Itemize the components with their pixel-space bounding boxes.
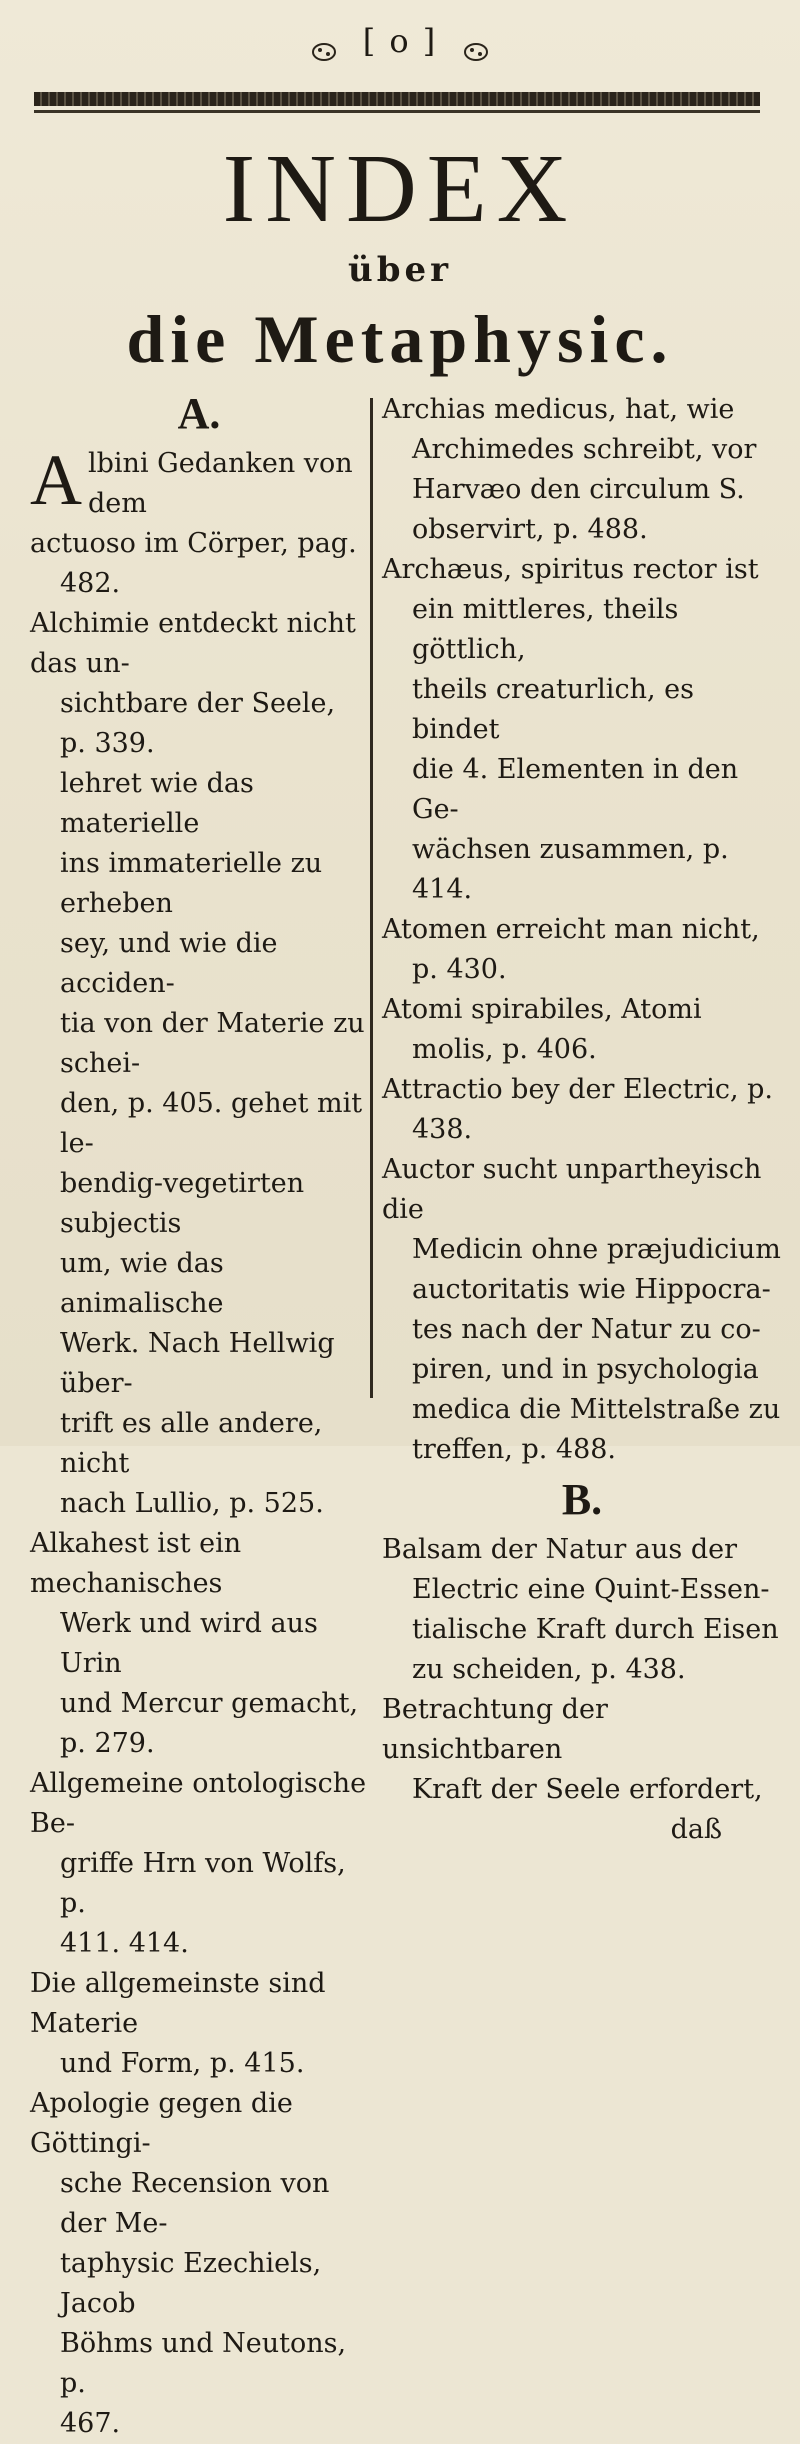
- thin-rule: [34, 110, 760, 113]
- index-line: Auctor sucht unpartheyisch die: [382, 1154, 762, 1225]
- index-line: den, p. 405. gehet mit le-: [60, 1088, 363, 1159]
- index-line: Atomi spirabiles, Atomi: [382, 994, 702, 1025]
- index-title: INDEX: [222, 135, 578, 243]
- index-line: zu scheiden, p. 438.: [412, 1654, 686, 1685]
- catchword: daß: [670, 1814, 722, 1845]
- index-line: griffe Hrn von Wolfs, p.: [60, 1848, 346, 1919]
- section-letter-a: A.: [177, 389, 221, 438]
- index-line: tialische Kraft durch Eisen: [412, 1614, 779, 1645]
- left-column: [30, 384, 368, 2444]
- index-line: piren, und in psychologia: [412, 1354, 759, 1385]
- index-line: sche Recension von der Me-: [60, 2168, 330, 2239]
- index-line: wächsen zusammen, p. 414.: [412, 834, 729, 905]
- index-line: auctoritatis wie Hippocra-: [412, 1274, 771, 1305]
- index-line: Werk und wird aus Urin: [60, 1608, 318, 1679]
- right-column: [382, 390, 782, 1850]
- index-line: 482.: [60, 568, 121, 599]
- index-line: actuoso im Cörper, pag.: [30, 528, 357, 559]
- dropcap: A: [30, 440, 82, 520]
- index-line: taphysic Ezechiels, Jacob: [60, 2248, 322, 2319]
- right-entries-a: [382, 390, 782, 1470]
- index-line: Alkahest ist ein mechanisches: [30, 1528, 242, 1599]
- right-ornament-icon: [463, 33, 489, 55]
- index-line: lehret wie das materielle: [60, 768, 254, 839]
- index-line: theils creaturlich, es bindet: [412, 674, 694, 745]
- index-line: Werk. Nach Hellwig über-: [60, 1328, 335, 1399]
- page-header: [0, 22, 800, 60]
- index-line: bendig-vegetirten subjectis: [60, 1168, 305, 1239]
- index-line: trift es alle andere, nicht: [60, 1408, 323, 1479]
- column-divider: [370, 398, 373, 1398]
- index-line: observirt, p. 488.: [412, 514, 648, 545]
- title-over: über: [347, 250, 453, 290]
- index-line: molis, p. 406.: [412, 1034, 597, 1065]
- index-line: ins immaterielle zu erheben: [60, 848, 323, 919]
- index-line: tes nach der Natur zu co-: [412, 1314, 761, 1345]
- index-line: die 4. Elementen in den Ge-: [412, 754, 739, 825]
- index-line: Betrachtung der unsichtbaren: [382, 1694, 608, 1765]
- index-line: Allgemeine ontologische Be-: [30, 1768, 367, 1839]
- index-line: Archias medicus, hat, wie: [382, 394, 735, 425]
- index-line: tia von der Materie zu schei-: [60, 1008, 365, 1079]
- index-line: p. 430.: [412, 954, 507, 985]
- title-subject: die Metaphysic.: [126, 301, 674, 377]
- index-line: 411. 414.: [60, 1928, 189, 1959]
- index-line: Archimedes schreibt, vor: [412, 434, 757, 465]
- index-line: und Form, p. 415.: [60, 2048, 305, 2079]
- index-line: Böhms und Neutons, p.: [60, 2328, 347, 2399]
- index-line: 438.: [412, 1114, 473, 1145]
- index-line: Balsam der Natur aus der: [382, 1534, 738, 1565]
- index-line: treffen, p. 488.: [412, 1434, 617, 1465]
- left-entries: [30, 440, 368, 2444]
- ornamental-rule: [34, 92, 760, 106]
- index-line: Archæus, spiritus rector ist: [382, 554, 759, 585]
- index-line: Medicin ohne præjudicium: [412, 1234, 781, 1265]
- index-line: Die allgemeinste sind Materie: [30, 1968, 326, 2039]
- index-line: Harvæo den circulum S.: [412, 474, 745, 505]
- index-line: Apologie gegen die Göttingi-: [30, 2088, 293, 2159]
- index-line: sichtbare der Seele, p. 339.: [60, 688, 336, 759]
- index-line: um, wie das animalische: [60, 1248, 224, 1319]
- index-line: Atomen erreicht man nicht,: [382, 914, 760, 945]
- index-line: Electric eine Quint-Essen-: [412, 1574, 770, 1605]
- index-line: lbini Gedanken von dem: [88, 448, 353, 519]
- index-line: und Mercur gemacht, p. 279.: [60, 1688, 359, 1759]
- index-line: Attractio bey der Electric, p.: [382, 1074, 774, 1105]
- index-line: Kraft der Seele erfordert,: [412, 1774, 763, 1805]
- index-line: nach Lullio, p. 525.: [60, 1488, 324, 1519]
- index-line: 467.: [60, 2408, 121, 2439]
- page-number: [ o ]: [362, 22, 438, 60]
- right-entries-b: [382, 1530, 782, 1810]
- index-line: medica die Mittelstraße zu: [412, 1394, 781, 1425]
- index-line: ein mittleres, theils göttlich,: [412, 594, 679, 665]
- index-line: Alchimie entdeckt nicht das un-: [30, 608, 356, 679]
- section-letter-b: B.: [561, 1475, 603, 1524]
- index-line: sey, und wie die acciden-: [60, 928, 278, 999]
- left-ornament-icon: [311, 33, 337, 55]
